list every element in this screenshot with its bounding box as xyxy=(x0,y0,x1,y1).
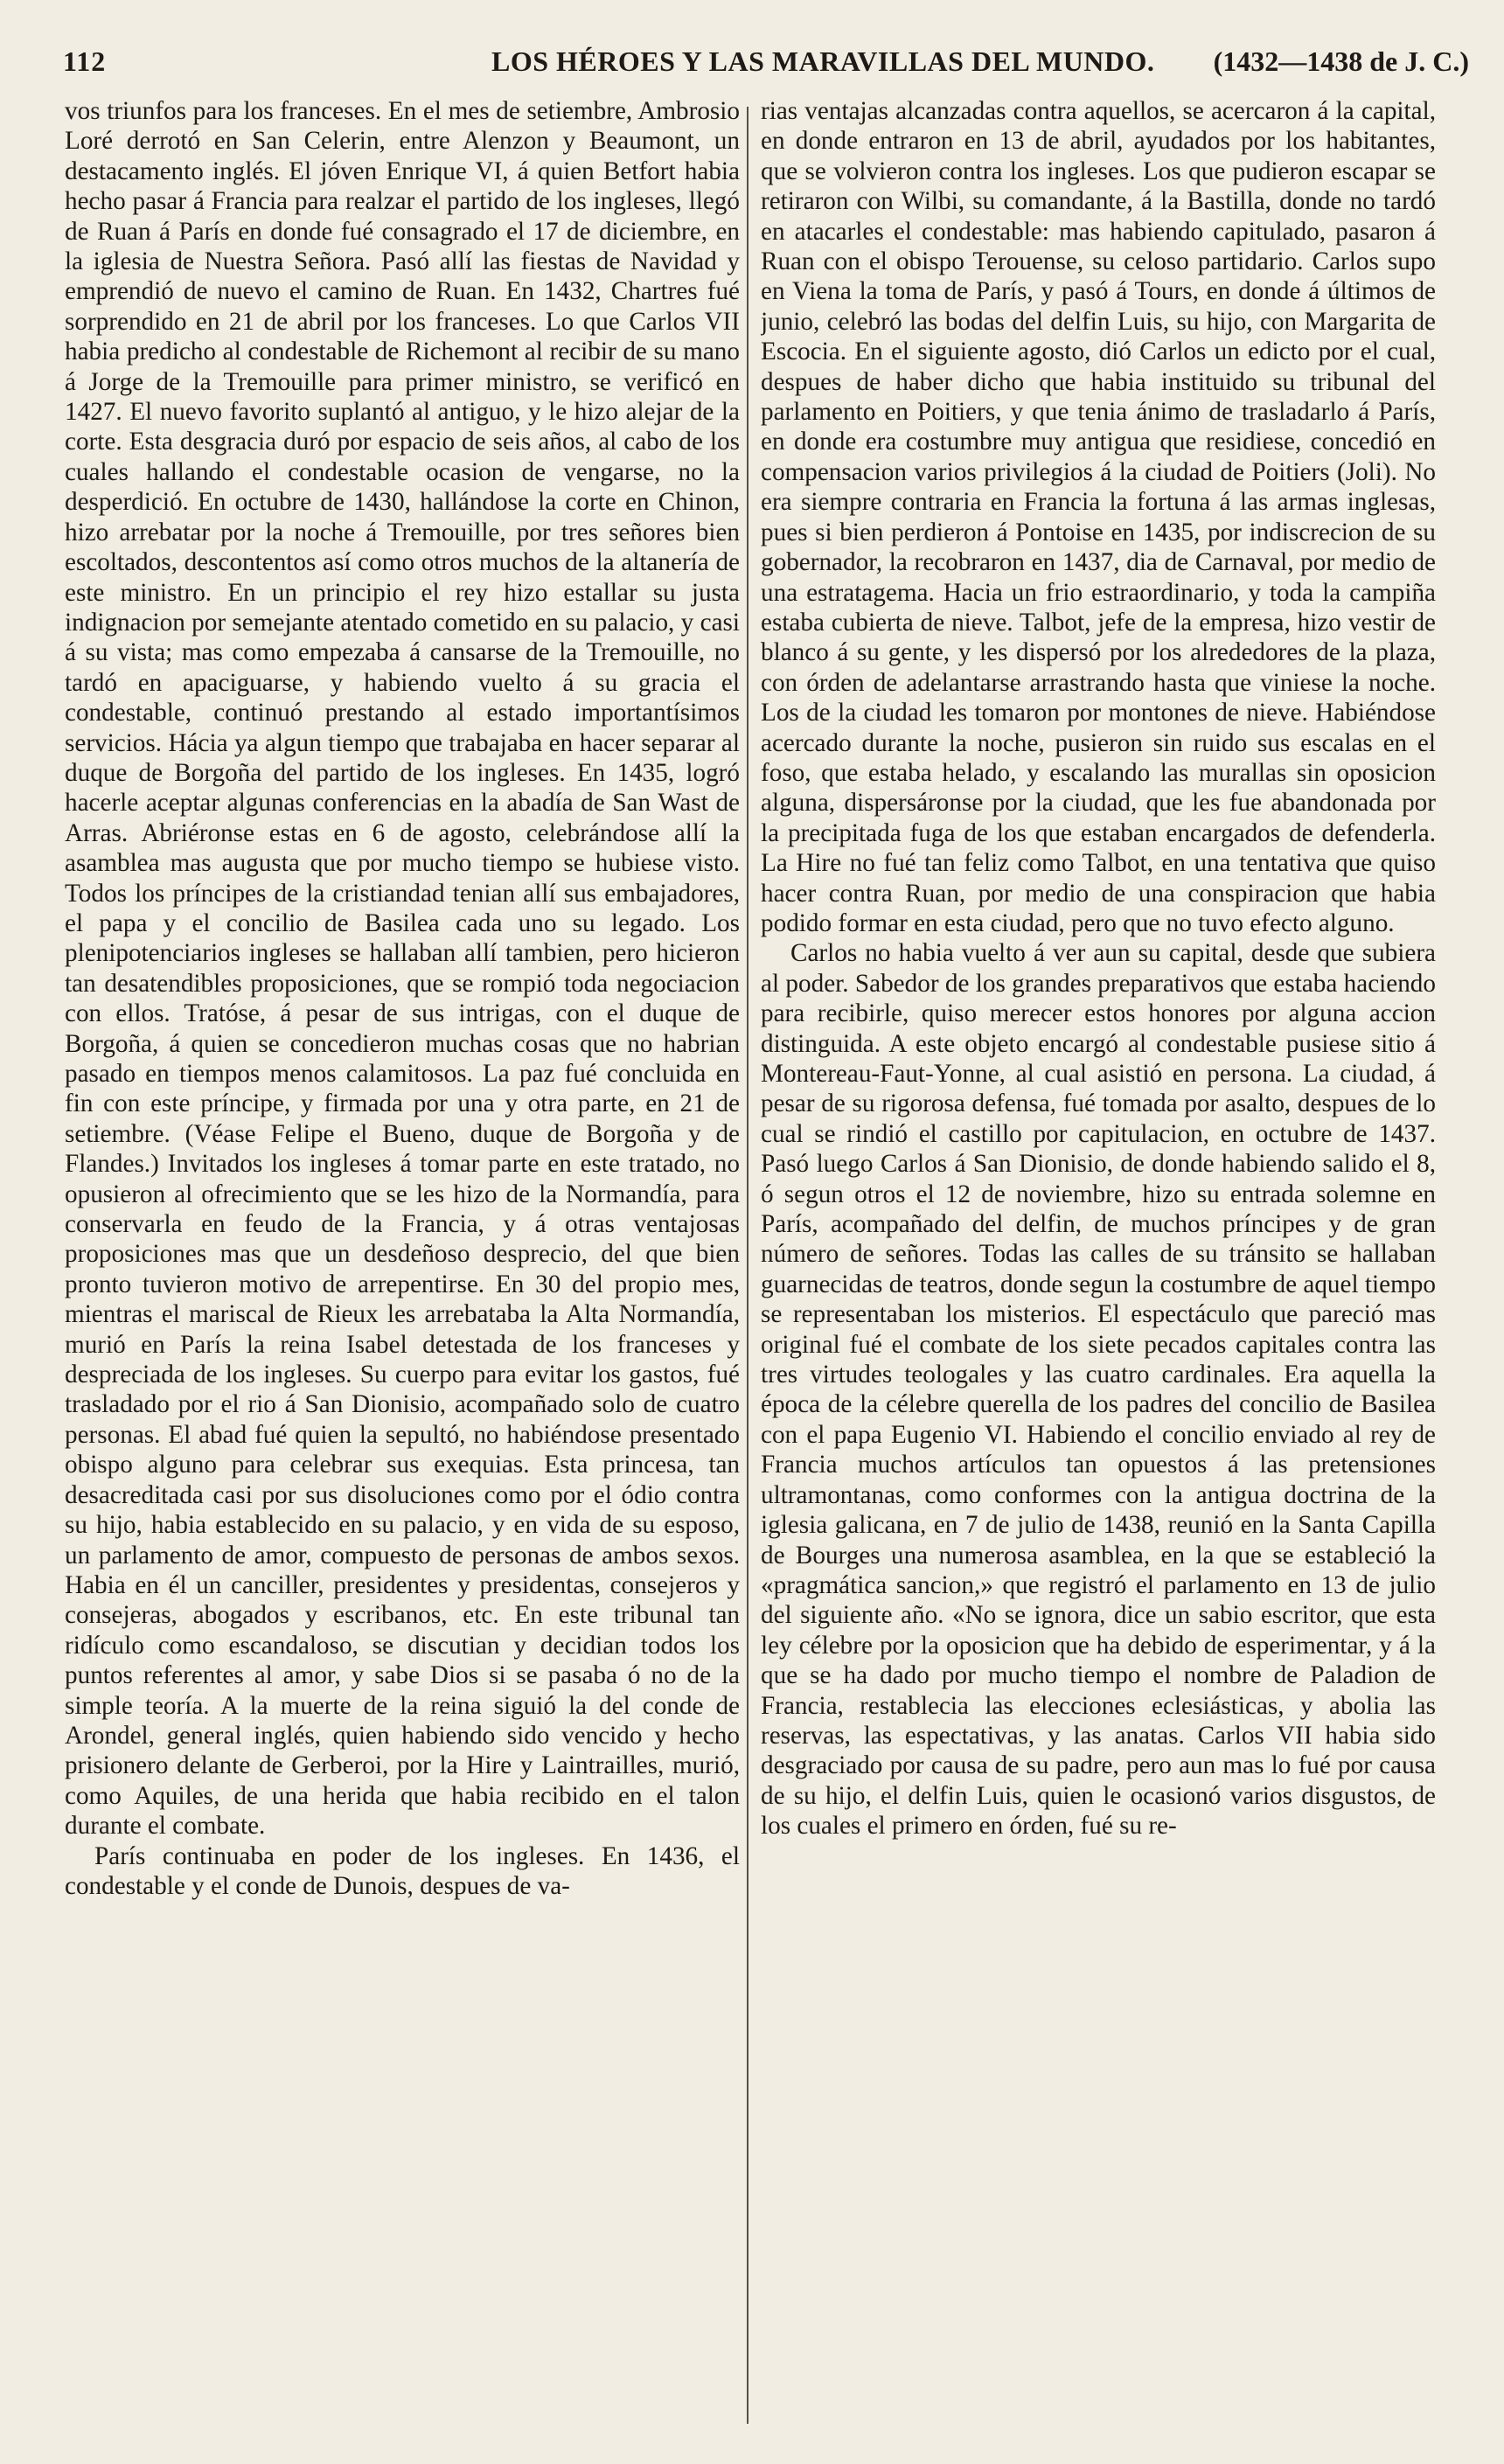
date-range: (1432—1438 de J. C.) xyxy=(1213,45,1469,77)
running-title: LOS HÉROES Y LAS MARAVILLAS DEL MUNDO. xyxy=(491,45,1155,77)
right-column xyxy=(761,96,1436,2440)
left-paragraph-1: vos triunfos para los franceses. En el mes de setiembre, Ambrosio Loré derrotó en San Celerin, entre Alenzon y Beaumont, un destacamento inglés. El jóven Enrique VI, á quien Betfort habia hecho pasar á Francia para realzar el partido de los ingleses, llegó de Ruan á París en donde fué consagrado el 17 de diciembre, en la iglesia de Nuestra Señora. Pasó allí las fiestas de Navidad y emprendió de nuevo el camino de Ruan. En 1432, Chartres fué sorprendido en 21 de abril por los franceses. Lo que Carlos VII habia predicho al condestable de Richemont al recibir de su mano á Jorge de la Tremouille para primer ministro, se verificó en 1427. El nuevo favorito suplantó al antiguo, y le hizo alejar de la corte. Esta desgracia duró por espacio de seis años, al cabo de los cuales hallando el condestable ocasion de vengarse, no la desperdició. En octubre de 1430, hallándose la corte en Chinon, hizo arrebatar por la noche á Tremouille, por tres señores bien escoltados, descontentos así como otros muchos de la altanería de este ministro. En un principio el rey hizo estallar su justa indignacion por semejante atentado cometido en su palacio, y casi á su vista; mas como empezaba á cansarse de la Tremouille, no tardó en apaciguarse, y habiendo vuelto á su gracia el condestable, continuó prestando al estado importantísimos servicios. Hácia ya algun tiempo que trabajaba en hacer separar al duque de Borgoña del partido de los ingleses. En 1435, logró hacerle aceptar algunas conferencias en la abadía de San Wast de Arras. Abriéronse estas en 6 de agosto, celebrándose allí la asamblea mas augusta que por mucho tiempo se hubiese visto. Todos los príncipes de la cristiandad tenian allí sus embajadores, el papa y el concilio de Basilea cada uno su legado. Los plenipotenciarios ingleses se hallaban allí tambien, pero hicieron tan desatendibles proposiciones, que se rompió toda negociacion con ellos. Tratóse, á pesar de sus intrigas, con el duque de Borgoña, á quien se concedieron muchas cosas que no habrian pasado en tiempos menos calamitosos. La paz fué concluida en fin con este príncipe, y firmada por una y otra parte, en 21 de setiembre. (Véase Felipe el Bueno, duque de Borgoña y de Flandes.) Invitados los ingleses á tomar parte en este tratado, no opusieron al ofrecimiento que se les hizo de la Normandía, para conservarla en feudo de la Francia, y á otras ventajosas proposiciones mas que un desdeñoso desprecio, del que bien pronto tuvieron motivo de arrepentirse. En 30 del propio mes, mientras el mariscal de Rieux les arrebataba la Alta Normandía, murió en París la reina Isabel detestada de los franceses y despreciada de los ingleses. Su cuerpo para evitar los gastos, fué trasladado por el rio á San Dionisio, acompañado solo de cuatro personas. El abad fué quien la sepultó, no habiéndose presentado obispo alguno para celebrar sus exequias. Esta princesa, tan desacreditada casi por sus disoluciones como por el ódio contra su hijo, habia establecido en su palacio, y en vida de su esposo, un parlamento de amor, compuesto de personas de ambos sexos. Habia en él un canciller, presidentes y presidentas, consejeros y consejeras, abogados y escribanos, etc. En este tribunal tan ridículo como escandaloso, se discutian y decidian todos los puntos referentes al amor, y sabe Dios si se pasaba ó no de la simple teoría. A la muerte de la reina siguió la del conde de Arondel, general inglés, quien habiendo sido vencido y hecho prisionero delante de Gerberoi, por la Hire y Laintrailles, murió, como Aquiles, de una herida que habia recibido en el talon durante el combate. xyxy=(65,97,740,1841)
right-paragraph-1: rias ventajas alcanzadas contra aquellos, se acercaron á la capital, en donde entraron en 13 de abril, ayudados por los habitantes, que se volvieron contra los ingleses. Los que pudieron escapar se retiraron con Wilbi, su comandante, á la Bastilla, donde no tardó en atacarles el condestable: mas habiendo capitulado, pasaron á Ruan con el obispo Terouense, su celoso partidario. Carlos supo en Viena la toma de París, y pasó á Tours, en donde á últimos de junio, celebró las bodas del delfin Luis, su hijo, con Margarita de Escocia. En el siguiente agosto, dió Carlos un edicto por el cual, despues de haber dicho que habia instituido su tribunal del parlamento en Poitiers, y que tenia ánimo de trasladarlo á París, en donde era costumbre muy antigua que residiese, concedió en compensacion varios privilegios á la ciudad de Poitiers (Joli). No era siempre contraria en Francia la fortuna á las armas inglesas, pues si bien perdieron á Pontoise en 1435, por indiscrecion de su gobernador, la recobraron en 1437, dia de Carnaval, por medio de una estratagema. Hacia un frio estraordinario, y toda la campiña estaba cubierta de nieve. Talbot, jefe de la empresa, hizo vestir de blanco á su gente, y les dispersó por los alrededores de la plaza, con órden de adelantarse arrastrando hasta que viniese la noche. Los de la ciudad les tomaron por montones de nieve. Habiéndose acercado durante la noche, pusieron sin ruido sus escalas en el foso, que estaba helado, y escalando las murallas sin oposicion alguna, dispersáronse por la ciudad, que les fue abandonada por la precipitada fuga de los que estaban encargados de defenderla. La Hire no fué tan feliz como Talbot, en una tentativa que quiso hacer contra Ruan, por medio de una conspiracion que habia podido formar en esta ciudad, pero que no tuvo efecto alguno. xyxy=(761,97,1436,937)
left-paragraph-2: París continuaba en poder de los ingleses. En 1436, el condestable y el conde de Dunois, despues de va- xyxy=(65,1841,740,1900)
page-number: 112 xyxy=(63,45,107,77)
left-column xyxy=(65,96,740,2440)
right-paragraph-2: Carlos no habia vuelto á ver aun su capital, desde que subiera al poder. Sabedor de los grandes preparativos que estaba haciendo para recibirle, quiso merecer estos honores por alguna accion distinguida. A este objeto encargó al condestable pusiese sitio á Montereau-Faut-Yonne, al cual asistió en persona. La ciudad, á pesar de su rigorosa defensa, fué tomada por asalto, despues de lo cual se rindió el castillo por capitulacion, en octubre de 1437. Pasó luego Carlos á San Dionisio, de donde habiendo salido el 8, ó segun otros el 12 de noviembre, hizo su entrada solemne en París, acompañado del delfin, de muchos príncipes y de gran número de señores. Todas las calles de su tránsito se hallaban guarnecidas de teatros, donde segun la costumbre de aquel tiempo se representaban los misterios. El espectáculo que pareció mas original fué el combate de los siete pecados capitales contra las tres virtudes teologales y las cuatro cardinales. Era aquella la época de la célebre querella de los padres del concilio de Basilea con el papa Eugenio VI. Habiendo el concilio enviado al rey de Francia muchos artículos tan opuestos á las pretensiones ultramontanas, como conformes con la antigua doctrina de la iglesia galicana, en 7 de julio de 1438, reunió en la Santa Capilla de Bourges una numerosa asamblea, en la que se estableció la «pragmática sancion,» que registró el parlamento en 13 de julio del siguiente año. «No se ignora, dice un sabio escritor, que esta ley célebre por la oposicion que ha debido de esperimentar, y á la que se ha dado por mucho tiempo el nombre de Paladion de Francia, restablecia las elecciones eclesiásticas, y abolia las reservas, las espectativas, y las anatas. Carlos VII habia sido desgraciado por causa de su padre, pero aun mas lo fué por causa de su hijo, el delfin Luis, quien le ocasionó varios disgustos, de los cuales el primero en órden, fué su re- xyxy=(761,939,1436,1841)
page-header xyxy=(63,45,1469,86)
column-divider xyxy=(747,107,749,2424)
